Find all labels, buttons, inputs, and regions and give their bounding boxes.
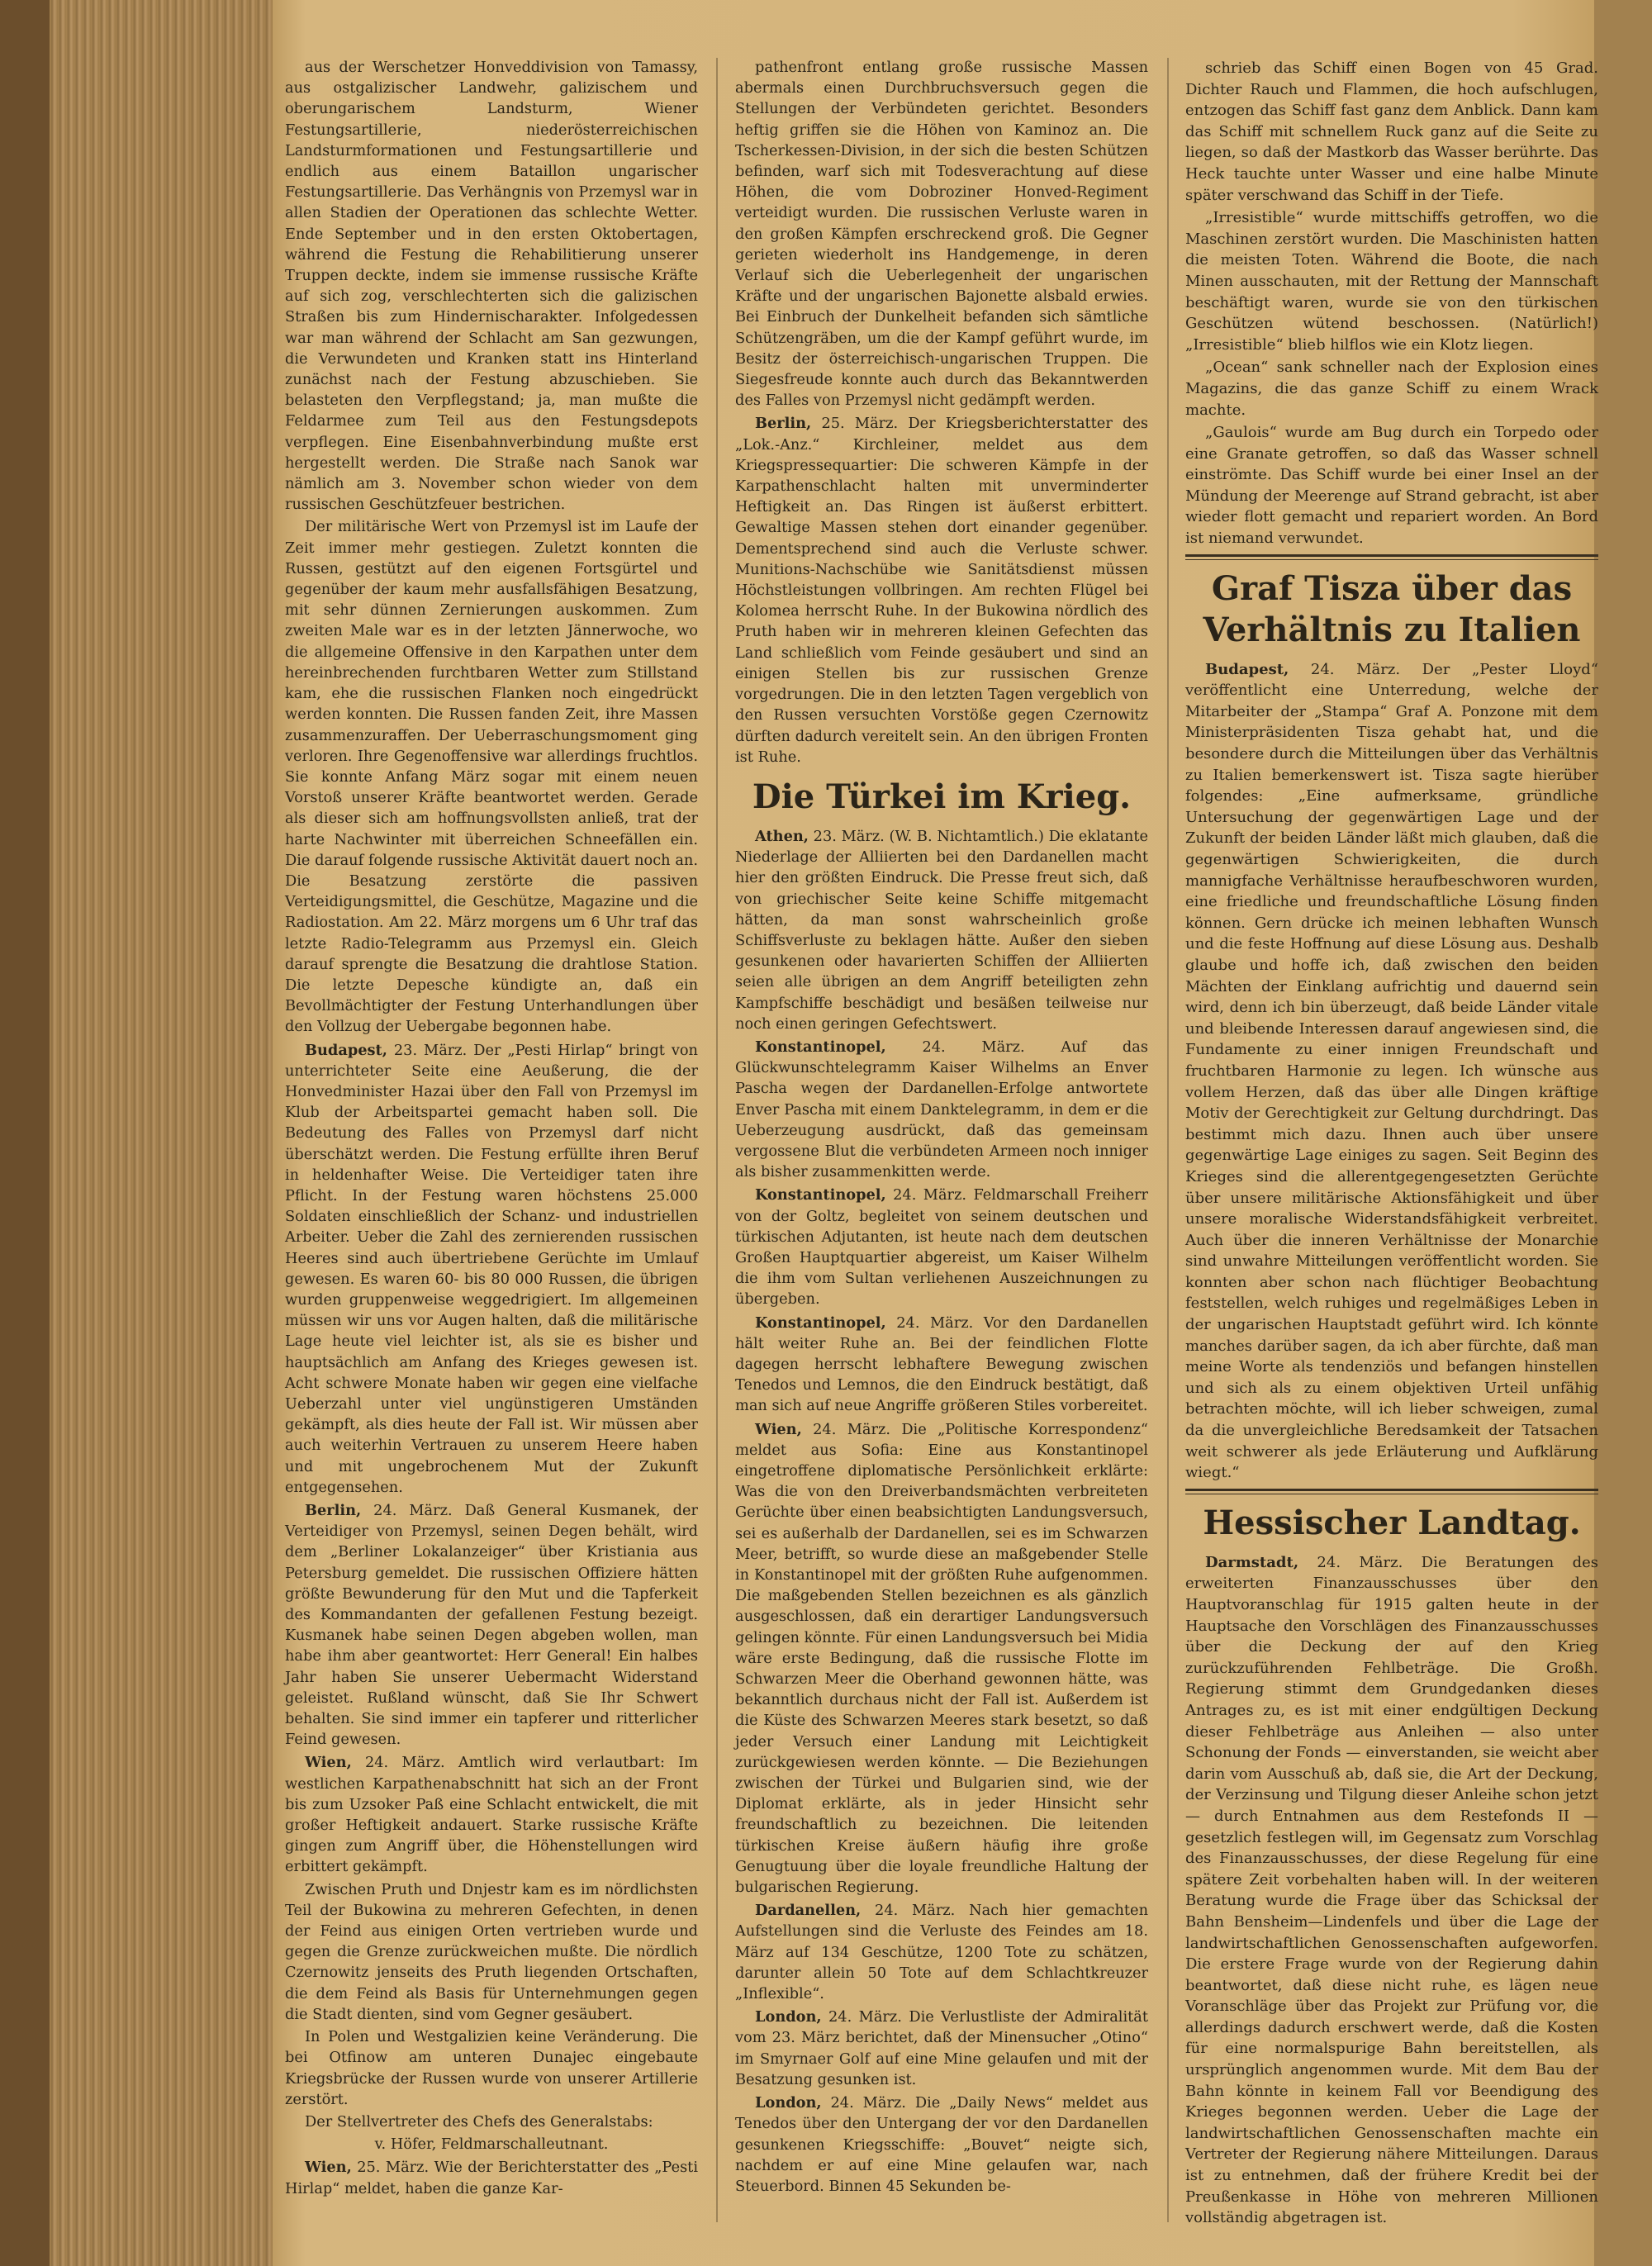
dispatch-text: 23. März. (W. B. Nichtamtlich.) Die eklatante Niederlage der Alliierten bei den Dardanellen macht hier den größten Eindruck. Die Presse freut sich, daß von griechischer Seite keine Schiffe mitgemacht hätten, da man sonst wahrscheinlich große Schiffsverluste zu beklagen hätte. Außer den sieben gesunkenen oder havarierten Schiffen der Alliierten seien alle übrigen an dem Angriff beteiligten zehn Kampfschiffe beschädigt und besäßen teilweise nur noch einen geringen Gefechtswert. [735, 828, 1148, 1033]
dispatch [735, 1419, 1148, 1899]
dispatch [735, 1185, 1148, 1310]
facing-page-edge [1594, 0, 1652, 2266]
dateline: Berlin, [305, 1502, 362, 1520]
dateline: Konstantinopel, [755, 1314, 886, 1332]
article-text: aus der Werschetzer Honveddivision von Tamassy, aus ostgalizischer Landwehr, galizischem und oberungarischem Landsturm, Wiener Festungsartillerie, niederösterreichischen Landsturmformationen und Festungsartillerie und endlich aus einem Bataillon ungarischer Festungsartillerie. Das Verhängnis von Przemysl war in allen Stadien der Operationen das schlechte Wetter. Ende September und in den ersten Oktobertagen, während die Festung die Rehabilitierung unserer Truppen deckte, indem sie immense russische Kräfte auf sich zog, verschlechterten sich die galizischen Straßen bis zum Hindernischarakter. Infolgedessen war man während der Schlacht am San gezwungen, die Verwundeten und Kranken statt ins Hinterland zunächst nach der Festung abzuschieben. Sie belasteten den Verpflegstand; ja, man mußte die Feldarmee zum Teil aus den Festungsdepots verpflegen. Eine Eisenbahnverbindung mußte erst hergestellt werden. Die Straße nach Sanok war nämlich am 3. November schon wieder von dem russischen Geschützfeuer bestrichen. [285, 59, 698, 514]
column-rule-1 [716, 58, 718, 2222]
dispatch [735, 413, 1148, 767]
dispatch-text: 23. März. Der „Pesti Hirlap“ bringt von unterrichteter Seite eine Aeußerung, die der Honvedminister Hazai über den Fall von Przemysl im Klub der Arbeitspartei gemacht haben soll. Die Bedeutung des Falles von Przemysl darf nicht überschätzt werden. Die Festung erfüllte ihren Beruf in heldenhafter Weise. Die Verteidiger taten ihre Pflicht. In der Festung waren höchstens 25.000 Soldaten einschließlich der Schanz- und industriellen Arbeiter. Ueber die Zahl des zernierenden russischen Heeres sind auch übertriebene Gerüchte im Umlauf gewesen. Es waren 60- bis 80 000 Russen, die übrigen wurden gruppenweise weggedrigiert. Im allgemeinen müssen wir uns vor Augen halten, daß die militärische Lage heute viel leichter ist, als sie es bisher und hauptsächlich am Anfang des Krieges gewesen ist. Acht schwere Monate haben wir gegen eine vielfache Ueberzahl unter viel ungünstigeren Umständen gekämpft, als dies heute der Fall ist. Wir müssen aber auch weiterhin Vertrauen zu unserem Heere haben und mit ungebrochenem Mut der Zukunft entgegensehen. [285, 1042, 698, 1496]
dispatch [1185, 1552, 1598, 2229]
column-2 [735, 58, 1148, 2199]
headline-tisza: Graf Tisza über das Verhältnis zu Italien [1203, 568, 1581, 649]
dispatch-text: 24. März. Auf das Glückwunschtelegramm Kaiser Wilhelms an Enver Pascha wegen der Dardanellen-Erfolge antwortete Enver Pascha mit einem Danktelegramm, in dem er die Ueberzeugung ausdrückt, daß das gemeinsam vergossene Blut die verbündeten Armeen noch inniger als bisher zusammenkitten werde. [735, 1038, 1148, 1181]
dateline: London, [755, 2008, 822, 2026]
dispatch [735, 1313, 1148, 1418]
dispatch-text: 24. März. Feldmarschall Freiherr von der Goltz, begleitet von seinem deutschen und türkischen Adjutanten, ist heute nach dem deutschen Großen Hauptquartier abgereist, um Kaiser Wilhelm die ihm vom Sultan verliehenen Auszeichnungen zu übergeben. [735, 1187, 1148, 1309]
dispatch [285, 2157, 698, 2199]
dispatch [735, 2007, 1148, 2091]
dispatch-text: 24. März. Daß General Kusmanek, der Verteidiger von Przemysl, seinen Degen behält, wird dem „Berliner Lokalanzeiger“ über Kristiania aus Petersburg gemeldet. Die russischen Offiziere hätten größte Bewunderung für den Mut und die Tapferkeit des Kommandanten der gefallenen Festung bezeigt. Kusmanek habe seinen Degen abgeben wollen, man habe ihm aber geantwortet: Herr General! Ein halbes Jahr haben Sie unserer Uebermacht Widerstand geleistet. Rußland wünscht, daß Sie Ihr Schwert behalten. Sie sind immer ein tapferer und ritterlicher Feind gewesen. [285, 1503, 698, 1749]
dispatch-text: 25. März. Wie der Berichterstatter des „Pesti Hirlap“ meldet, haben die ganze Kar- [285, 2159, 698, 2197]
dateline: Athen, [755, 827, 809, 845]
dispatch-text: 24. März. Die Verlustliste der Admiralität vom 23. März berichtet, daß der Minensucher „Otino“ im Smyrnaer Golf auf eine Mine gelaufen und mit der Besatzung gesunken ist. [735, 2009, 1148, 2088]
dateline: Dardanellen, [755, 1902, 862, 1920]
section-divider [1185, 554, 1598, 560]
column-rule-2 [1167, 58, 1169, 2222]
dispatch [735, 1037, 1148, 1183]
dispatch [285, 1752, 698, 1878]
article-text: Der Stellvertreter des Chefs des Generalstabs: [305, 2113, 653, 2131]
dispatch [735, 1900, 1148, 2005]
dateline: Wien, [305, 1754, 352, 1772]
article-text: Zwischen Pruth und Dnjestr kam es im nördlichsten Teil der Bukowina zu mehreren Gefechten, in denen der Feind aus einigen Orten vertrieben wurde und gegen die Grenze zurückweichen mußte. Die nördlich Czernowitz jenseits des Pruth liegenden Ortschaften, die dem Feind als Basis für Unternehmungen gegen die Stadt dienten, sind vom Gegner gesäubert. [285, 1881, 698, 2023]
dateline: Budapest, [305, 1041, 387, 1059]
dispatch-text: 24. März. Die „Daily News“ meldet aus Tenedos über den Untergang der vor den Dardanellen gesunkenen Kriegsschiffe: „Bouvet“ neigte sich, nachdem er auf eine Mine gelaufen war, nach Steuerbord. Binnen 45 Sekunden be- [735, 2095, 1148, 2195]
article-text: „Irresistible“ wurde mittschiffs getroffen, wo die Maschinen zerstört wurden. Die Maschinisten hatten die meisten Toten. Während die Boote, die nach Minen ausschauten, mit der Rettung der Mannschaft beschäftigt waren, wurde sie von den türkischen Geschützen wütend beschossen. (Natürlich!) „Irresistible“ blieb hilflos wie ein Klotz liegen. [1185, 209, 1598, 354]
dispatch-text: 24. März. Nach hier gemachten Aufstellungen sind die Verluste des Feindes am 18. März auf 134 Geschütze, 1200 Tote zu schätzen, darunter allein 50 Tote auf dem Schlachtkreuzer „Inflexible“. [735, 1903, 1148, 2003]
article-text: Der militärische Wert von Przemysl ist im Laufe der Zeit immer mehr gestiegen. Zuletzt konnten die Russen, gestützt auf den eigenen Fortsgürtel und gegenüber der kaum mehr ausfallsfähigen Besatzung, mit sehr dünnen Zernierungen auskommen. Zum zweiten Male war es in der letzten Jännerwoche, wo die allgemeine Offensive in den Karpathen unter dem hereinbrechenden furchtbaren Wetter zum Stillstand kam, ehe die russischen Flanken noch eingedrückt werden konnten. Die Russen fanden Zeit, ihre Massen zusammenzuraffen. Der Ueberraschungsmoment ging verloren. Ihre Gegenoffensive war allerdings fruchtlos. Sie konnte Anfang März sogar mit einem neuen Vorstoß unserer Kräfte beantwortet werden. Gerade als dieser sich am hoffnungsvollsten anließ, trat der harte Nachwinter mit überreichen Schneefällen ein. Die darauf folgende russische Aktivität dauert noch an. Die Besatzung zerstörte die passiven Verteidigungsmittel, die Geschütze, Magazine und die Radiostation. Am 22. März morgens um 6 Uhr traf das letzte Radio-Telegramm aus Przemysl ein. Gleich darauf sprengte die Besatzung die drahtlose Station. Die letzte Depesche kündigte an, daß ein Bevollmächtigter der Festung Unterhandlungen über den Vollzug der Uebergabe begonnen habe. [285, 519, 698, 1036]
headline-tuerkei: Die Türkei im Krieg. [752, 777, 1132, 816]
dispatch-text: 24. März. Amtlich wird verlautbart: Im westlichen Karpathenabschnitt hat sich an der Front bis zum Uzsoker Paß eine Schlacht entwickelt, die mit großer Heftigkeit andauert. Starke russische Kräfte gingen zum Angriff über, die Höhenstellungen wird erbittert gekämpft. [285, 1755, 698, 1876]
dispatch [285, 1040, 698, 1499]
dateline: Konstantinopel, [755, 1186, 886, 1204]
dispatch [735, 2093, 1148, 2197]
dateline: London, [755, 2094, 822, 2112]
dispatch [735, 826, 1148, 1035]
dispatch-text: 24. März. Vor den Dardanellen hält weiter Ruhe an. Bei der feindlichen Flotte dagegen herrscht lebhaftere Bewegung zwischen Tenedos und Lemnos, die den Eindruck bestätigt, daß man sich auf neue Angriffe größeren Stiles vorbereitet. [735, 1314, 1148, 1415]
dateline: Wien, [755, 1420, 802, 1438]
dispatch-text: 24. März. Die Beratungen des erweiterten Finanzausschusses über den Hauptvoranschlag für 1915 galten heute in der Hauptsache den Vorschlägen des Finanzausschusses über die Deckung der auf den Krieg zurückzuführenden Fehlbeträge. Die Großh. Regierung stimmt dem Grundgedanken dieses Antrages zu, es ist mit einer endgültigen Deckung dieser Fehlbeträge aus Anleihen — also unter Schonung der Fonds — einverstanden, sie weicht aber darin vom Ausschuß ab, daß sie, die Art der Deckung, der Verzinsung und Tilgung dieser Anleihe schon jetzt — durch Entnahmen aus dem Restefonds II — gesetzlich festlegen will, im Gegensatz zum Vorschlag des Finanzausschusses, der diese Regelung für eine spätere Zeit vorbehalten haben will. In der weiteren Beratung wurde die Frage über das Schicksal der Bahn Bensheim—Lindenfels und über die Lage der landwirtschaftlichen Genossenschaften aufgeworfen. Die erstere Frage wurde von der Regierung dahin beantwortet, daß diese nicht ruhe, es lägen neue Voranschläge über das Projekt zur Prüfung vor, die allerdings dadurch erschwert werde, daß die Kosten für eine normalspurige Bahn bereitstellen, als ursprünglich angenommen wurde. Mit dem Bau der Bahn könnte in keinem Fall vor Beendigung des Krieges begonnen werden. Ueber die Lage der landwirtschaftlichen Genossenschaften machte ein Vertreter der Regierung nähere Mitteilungen. Daraus ist zu entnehmen, daß der frühere Kredit bei der Preußenkasse in Höhe von mehreren Millionen vollständig abgetragen ist. [1185, 1553, 1598, 2227]
article-text: „Ocean“ sank schneller nach der Explosion eines Magazins, die das ganze Schiff zu einem Wrack machte. [1185, 359, 1598, 419]
signature-line: v. Höfer, Feldmarschalleutnant. [374, 2136, 609, 2154]
article-text: schrieb das Schiff einen Bogen von 45 Grad. Dichter Rauch und Flammen, die hoch aufschlugen, entzogen das Schiff fast ganz dem Anblick. Dann kam das Schiff mit schnellem Ruck ganz auf die Seite zu liegen, so daß der Mastkorb das Wasser berührte. Das Heck tauchte unter Wasser und eine halbe Minute später verschwand das Schiff in der Tiefe. [1185, 59, 1598, 204]
section-divider [1185, 1489, 1598, 1494]
dispatch-text: 24. März. Die „Politische Korrespondenz“ meldet aus Sofia: Eine aus Konstantinopel eingetroffene diplomatische Persönlichkeit erklärte: Was die von den Dreiverbandsmächten verbreiteten Gerüchte über einen beabsichtigten Landungsversuch, sei es außerhalb der Dardanellen, sei es im Schwarzen Meer, betrifft, so wurde diese an maßgebender Stelle in Konstantinopel mit der größten Ruhe aufgenommen. Die maßgebenden Stellen bezeichnen es als gänzlich ausgeschlossen, daß ein derartiger Landungsversuch gelingen könnte. Für einen Landungsversuch bei Midia wäre erste Bedingung, daß die russische Flotte im Schwarzen Meer die Oberhand gewonnen hätte, was bekanntlich durchaus nicht der Fall ist. Außerdem ist die Küste des Schwarzen Meeres stark besetzt, so daß jeder Versuch einer Landung mit Leichtigkeit zurückgewiesen werden könnte. — Die Beziehungen zwischen der Türkei und Bulgarien sind, wie der Diplomat erklärte, als in jeder Hinsicht sehr freundschaftlich zu bezeichnen. Die leitenden türkischen Kreise äußern häufig ihre große Genugtuung über die loyale freundliche Haltung der bulgarischen Regierung. [735, 1421, 1148, 1897]
dateline: Budapest, [1205, 660, 1289, 678]
dispatch [1185, 659, 1598, 1484]
article-text: In Polen und Westgalizien keine Veränderung. Die bei Otfinow am unteren Dunajec eingebaute Kriegsbrücke der Russen wurde von unserer Artillerie zerstört. [285, 2029, 698, 2108]
dispatch [285, 1500, 698, 1751]
headline-landtag: Hessischer Landtag. [1203, 1503, 1581, 1542]
column-3 [1185, 58, 1598, 2230]
dispatch-text: 25. März. Der Kriegsberichterstatter des „Lok.-Anz.“ Kirchleiner, meldet aus dem Kriegspressequartier: Die schweren Kämpfe in der Karpathenschlacht halten mit unverminderter Heftigkeit an. Das Ringen ist äußerst erbittert. Gewaltige Massen stehen dort einander gegenüber. Dementsprechend sind auch die Verluste schwer. Munitions-Nachschübe wie Sanitätsdienst müssen Höchstleistungen vollbringen. Am rechten Flügel bei Kolomea herrscht Ruhe. In der Bukowina nördlich des Pruth haben wir in mehreren kleinen Gefechten das Land schließlich vom Feinde gesäubert und sind an einigen Stellen bis zur russischen Grenze vorgedrungen. Die in den letzten Tagen vergeblich von den Russen versuchten Vorstöße gegen Czernowitz dürften dadurch vereitelt sein. An den übrigen Fronten ist Ruhe. [735, 416, 1148, 766]
dateline: Konstantinopel, [755, 1038, 886, 1056]
dateline: Berlin, [755, 415, 812, 433]
article-text: „Gaulois“ wurde am Bug durch ein Torpedo oder eine Granate getroffen, so daß das Wasser schnell einströmte. Das Schiff wurde bei einer Insel an der Mündung der Meerenge auf Strand gebracht, ist aber wieder flott gemacht und repariert worden. An Bord ist niemand verwundet. [1185, 424, 1598, 548]
dispatch-text: 24. März. Der „Pester Lloyd“ veröffentlicht eine Unterredung, welche der Mitarbeiter der „Stampa“ Graf A. Ponzone mit dem Ministerpräsidenten Tisza gehabt hat, und die besondere durch die Mitteilungen über das Verhältnis zu Italien bemerkenswert ist. Tisza sagte hierüber folgendes: „Eine aufmerksame, gründliche Untersuchung der gegenwärtigen Lage und der Zukunft der beiden Länder läßt mich glauben, daß die gegenwärtigen Schwierigkeiten, die durch mannigfache Verhältnisse heraufbeschworen wurden, eine friedliche und freundschaftliche Lösung finden können. Gern drücke ich meinen lebhaften Wunsch und die feste Hoffnung auf diese Lösung aus. Deshalb glaube und hoffe ich, daß zwischen den beiden Mächten der Einklang aufrichtig und dauernd sein wird, denn ich bin überzeugt, daß beide Länder vitale und bleibende Interessen darauf angewiesen sind, die Fundamente zu einer innigen Freundschaft und fruchtbaren Harmonie zu legen. Ich wünsche aus vollem Herzen, daß das über alle Dingen kräftige Motiv der Gerechtigkeit zur Geltung durchdringt. Das bestimmt mich dazu. Ihnen auch über unsere gegenwärtige Lage einiges zu sagen. Seit Beginn des Krieges sind die allerentgegengesetzten Gerüchte über unsere militärische Aktionsfähigkeit und über unsere moralische Widerstandsfähigkeit verbreitet. Auch über die inneren Verhältnisse der Monarchie sind unwahre Mitteilungen veröffentlicht worden. Sie konnten aber schon nach flüchtiger Beobachtung feststellen, welch ruhiges und regelmäßiges Leben in der ungarischen Hauptstadt geführt wird. Ich könnte manches darüber sagen, da ich aber fürchte, daß man meine Worte als tendenziös und befangen hinstellen und sich als zu einem objektiven Urteil unfähig betrachten möchte, will ich lieber schweigen, zumal da die unvergleichliche Beredsamkeit der Tatsachen weit schwerer als jede Erläuterung und Aufklärung wiegt.“ [1185, 660, 1598, 1482]
book-binding [0, 0, 50, 2266]
dateline: Darmstadt, [1205, 1553, 1299, 1571]
dateline: Wien, [305, 2159, 352, 2177]
column-1 [285, 58, 698, 2202]
article-text: pathenfront entlang große russische Massen abermals einen Durchbruchsversuch gegen die Stellungen der Verbündeten gerichtet. Besonders heftig griffen sie die Höhen von Kaminoz an. Die Tscherkessen-Division, in der sich die besten Schützen befinden, warf sich mit Todesverachtung auf diese Höhen, die vom Dobroziner Honved-Regiment verteidigt wurden. Die russischen Verluste waren in den großen Kämpfen erschreckend groß. Die Gegner gerieten wiederholt ins Handgemenge, in deren Verlauf sich die Ueberlegenheit der ungarischen Kräfte und der ungarischen Bajonette alsbald erwies. Bei Einbruch der Dunkelheit befanden sich sämtliche Schützengräben, um die der Kampf geführt wurde, im Besitz der österreichisch-ungarischen Truppen. Die Siegesfreude konnte auch durch das Bekanntwerden des Falles von Przemysl nicht gedämpft werden. [735, 59, 1148, 410]
